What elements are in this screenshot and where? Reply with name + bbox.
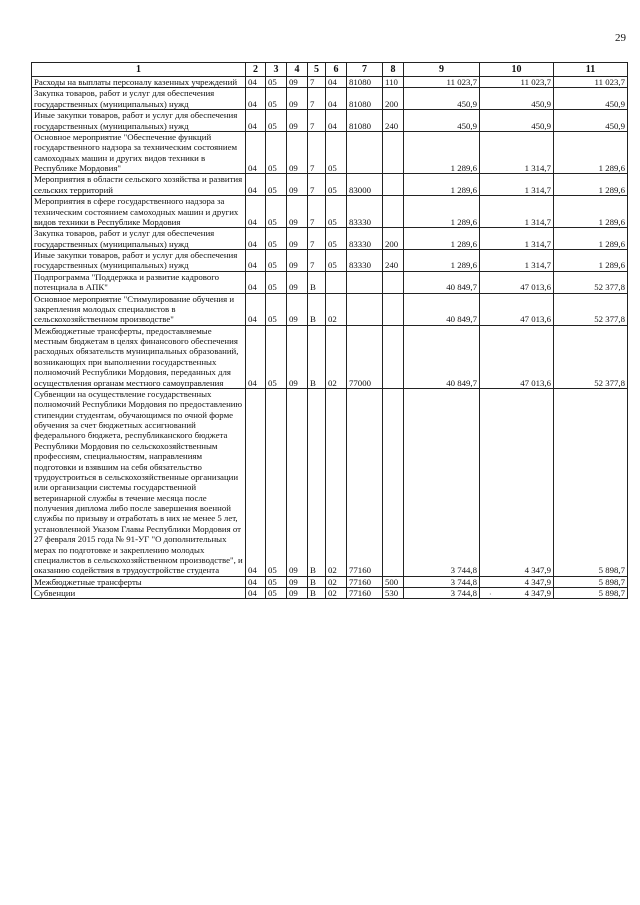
- column-header: 3: [266, 63, 287, 77]
- row-name-cell: Подпрограмма "Поддержка и развитие кадрового потенциала в АПК": [32, 271, 246, 293]
- amount-year-3-cell: 5 898,7: [554, 388, 628, 576]
- amount-year-3-cell: 1 289,6: [554, 250, 628, 272]
- code-expense-type-cell: [383, 293, 404, 325]
- code-program-cell: 09: [287, 576, 308, 587]
- row-name-cell: Основное мероприятие "Стимулирование обучения и закрепления молодых специалистов в сельскохозяйственном производстве": [32, 293, 246, 325]
- code-prz-cell: 05: [266, 576, 287, 587]
- code-expense-type-cell: [383, 131, 404, 174]
- table-row: [32, 588, 628, 599]
- amount-year-2-cell: 47 013,6: [480, 271, 554, 293]
- code-prz-cell: 05: [266, 131, 287, 174]
- amount-year-2-cell: 11 023,7: [480, 77, 554, 88]
- table-row: [32, 131, 628, 174]
- column-header: 4: [287, 63, 308, 77]
- table-row: [32, 250, 628, 272]
- amount-year-1-cell: 1 289,6: [404, 228, 480, 250]
- amount-year-1-cell: 1 289,6: [404, 174, 480, 196]
- header-row: [32, 63, 628, 77]
- amount-year-2-cell: 1 314,7: [480, 131, 554, 174]
- table-row: [32, 110, 628, 132]
- code-direction-cell: [347, 271, 383, 293]
- code-expense-type-cell: 500: [383, 576, 404, 587]
- table-row: [32, 325, 628, 388]
- code-event-cell: 02: [326, 588, 347, 599]
- amount-year-3-cell: 11 023,7: [554, 77, 628, 88]
- row-name-cell: Мероприятия в сфере государственного надзора за техническим состоянием самоходных машин и других видов техники в Республике Мордовия: [32, 196, 246, 228]
- code-program-cell: 09: [287, 271, 308, 293]
- code-expense-type-cell: [383, 196, 404, 228]
- code-rz-cell: 04: [246, 174, 266, 196]
- code-subprogram-cell: 7: [308, 250, 326, 272]
- code-prz-cell: 05: [266, 271, 287, 293]
- code-direction-cell: [347, 131, 383, 174]
- code-direction-cell: 77160: [347, 388, 383, 576]
- code-program-cell: 09: [287, 228, 308, 250]
- code-event-cell: 05: [326, 228, 347, 250]
- code-subprogram-cell: 7: [308, 131, 326, 174]
- column-header: 5: [308, 63, 326, 77]
- column-header: 7: [347, 63, 383, 77]
- code-expense-type-cell: [383, 325, 404, 388]
- code-expense-type-cell: 240: [383, 250, 404, 272]
- code-program-cell: 09: [287, 88, 308, 110]
- code-event-cell: 02: [326, 325, 347, 388]
- code-direction-cell: 83330: [347, 250, 383, 272]
- row-name-cell: Основное мероприятие "Обеспечение функций государственного надзора за техническим состоянием самоходных машин и других видов техники в Республике Мордовия": [32, 131, 246, 174]
- amount-year-1-cell: 1 289,6: [404, 131, 480, 174]
- table-row: [32, 196, 628, 228]
- amount-year-3-cell: 52 377,8: [554, 293, 628, 325]
- amount-year-2-cell: 47 013,6: [480, 293, 554, 325]
- code-subprogram-cell: 7: [308, 196, 326, 228]
- code-program-cell: 09: [287, 110, 308, 132]
- amount-year-3-cell: 5 898,7: [554, 588, 628, 599]
- code-prz-cell: 05: [266, 325, 287, 388]
- page-number: 29: [615, 32, 626, 44]
- column-header: 11: [554, 63, 628, 77]
- code-expense-type-cell: [383, 388, 404, 576]
- code-rz-cell: 04: [246, 131, 266, 174]
- code-prz-cell: 05: [266, 77, 287, 88]
- code-expense-type-cell: 110: [383, 77, 404, 88]
- code-direction-cell: 77160: [347, 588, 383, 599]
- code-prz-cell: 05: [266, 388, 287, 576]
- table-row: [32, 388, 628, 576]
- amount-year-1-cell: 40 849,7: [404, 293, 480, 325]
- code-event-cell: 02: [326, 388, 347, 576]
- code-rz-cell: 04: [246, 250, 266, 272]
- code-rz-cell: 04: [246, 576, 266, 587]
- amount-year-3-cell: 1 289,6: [554, 228, 628, 250]
- code-program-cell: 09: [287, 77, 308, 88]
- scan-speck: ·: [489, 590, 492, 599]
- code-program-cell: 09: [287, 250, 308, 272]
- code-event-cell: 02: [326, 576, 347, 587]
- row-name-cell: Субвенции: [32, 588, 246, 599]
- amount-year-1-cell: 3 744,8: [404, 388, 480, 576]
- amount-year-1-cell: 40 849,7: [404, 271, 480, 293]
- row-name-cell: Субвенции на осуществление государственных полномочий Республики Мордовия по предоставлению стипендии студентам, обучающимся по очной форме обучения за счет бюджетных ассигнований федерального бюджета, республиканского бюджета Республики Мордовия по сельскохозяйственным профессиям, специальностям, направлениям подготовки и взявшим на себя обязательство трудоустроиться в сельскохозяйственные организации или организации системы государственной ветеринарной службы в течение месяца после получения диплома либо после завершения военной службы по призыву и отработать в них не менее 5 лет, установленной Указом Главы Республики Мордовия от 27 февраля 2015 года № 91-УГ "О дополнительных мерах по подготовке и закреплению молодых специалистов в сельскохозяйственном производстве", и оказанию содействия в трудоустройстве студента: [32, 388, 246, 576]
- amount-year-2-cell: 4 347,9: [480, 388, 554, 576]
- code-direction-cell: [347, 293, 383, 325]
- code-rz-cell: 04: [246, 228, 266, 250]
- row-name-cell: Закупка товаров, работ и услуг для обеспечения государственных (муниципальных) нужд: [32, 88, 246, 110]
- table-row: [32, 174, 628, 196]
- code-subprogram-cell: 7: [308, 228, 326, 250]
- code-direction-cell: 83000: [347, 174, 383, 196]
- code-program-cell: 09: [287, 388, 308, 576]
- code-rz-cell: 04: [246, 293, 266, 325]
- code-rz-cell: 04: [246, 588, 266, 599]
- code-event-cell: 05: [326, 174, 347, 196]
- code-prz-cell: 05: [266, 110, 287, 132]
- column-header: 8: [383, 63, 404, 77]
- amount-year-3-cell: 1 289,6: [554, 131, 628, 174]
- table-row: [32, 77, 628, 88]
- amount-year-1-cell: 40 849,7: [404, 325, 480, 388]
- code-direction-cell: 77000: [347, 325, 383, 388]
- table-row: [32, 271, 628, 293]
- code-subprogram-cell: В: [308, 588, 326, 599]
- column-header: 9: [404, 63, 480, 77]
- table-body: [32, 77, 628, 599]
- code-rz-cell: 04: [246, 196, 266, 228]
- row-name-cell: Расходы на выплаты персоналу казенных учреждений: [32, 77, 246, 88]
- code-prz-cell: 05: [266, 250, 287, 272]
- row-name-cell: Межбюджетные трансферты, предоставляемые местным бюджетам в целях финансового обеспечения расходных обязательств муниципальных образований, возникающих при выполнении государственных полномочий Республики Мордовия, переданных для осуществления органам местного самоуправления: [32, 325, 246, 388]
- code-subprogram-cell: 7: [308, 77, 326, 88]
- amount-year-2-cell: 1 314,7: [480, 228, 554, 250]
- code-subprogram-cell: В: [308, 576, 326, 587]
- amount-year-3-cell: 1 289,6: [554, 196, 628, 228]
- column-header: 1: [32, 63, 246, 77]
- code-expense-type-cell: 530: [383, 588, 404, 599]
- code-prz-cell: 05: [266, 174, 287, 196]
- amount-year-2-cell: 1 314,7: [480, 196, 554, 228]
- amount-year-2-cell: 1 314,7: [480, 174, 554, 196]
- code-program-cell: 09: [287, 131, 308, 174]
- amount-year-3-cell: 450,9: [554, 88, 628, 110]
- code-program-cell: 09: [287, 325, 308, 388]
- row-name-cell: Иные закупки товаров, работ и услуг для обеспечения государственных (муниципальных) нужд: [32, 250, 246, 272]
- code-subprogram-cell: В: [308, 271, 326, 293]
- code-rz-cell: 04: [246, 388, 266, 576]
- code-program-cell: 09: [287, 174, 308, 196]
- code-event-cell: [326, 271, 347, 293]
- amount-year-3-cell: 52 377,8: [554, 325, 628, 388]
- code-prz-cell: 05: [266, 588, 287, 599]
- code-rz-cell: 04: [246, 271, 266, 293]
- amount-year-2-cell: 4 347,9: [480, 588, 554, 599]
- table-row: [32, 576, 628, 587]
- code-program-cell: 09: [287, 588, 308, 599]
- amount-year-2-cell: 450,9: [480, 110, 554, 132]
- table-row: [32, 293, 628, 325]
- code-direction-cell: 83330: [347, 228, 383, 250]
- amount-year-1-cell: 3 744,8: [404, 588, 480, 599]
- code-prz-cell: 05: [266, 293, 287, 325]
- code-event-cell: 04: [326, 77, 347, 88]
- code-expense-type-cell: 200: [383, 228, 404, 250]
- code-direction-cell: 81080: [347, 88, 383, 110]
- amount-year-3-cell: 450,9: [554, 110, 628, 132]
- code-rz-cell: 04: [246, 325, 266, 388]
- amount-year-1-cell: 11 023,7: [404, 77, 480, 88]
- code-expense-type-cell: 200: [383, 88, 404, 110]
- code-direction-cell: 81080: [347, 110, 383, 132]
- code-direction-cell: 83330: [347, 196, 383, 228]
- row-name-cell: Межбюджетные трансферты: [32, 576, 246, 587]
- code-direction-cell: 81080: [347, 77, 383, 88]
- code-event-cell: 05: [326, 250, 347, 272]
- code-event-cell: 05: [326, 196, 347, 228]
- amount-year-1-cell: 450,9: [404, 88, 480, 110]
- code-event-cell: 04: [326, 88, 347, 110]
- amount-year-1-cell: 1 289,6: [404, 250, 480, 272]
- code-rz-cell: 04: [246, 77, 266, 88]
- amount-year-2-cell: 4 347,9: [480, 576, 554, 587]
- amount-year-2-cell: 450,9: [480, 88, 554, 110]
- code-program-cell: 09: [287, 293, 308, 325]
- code-subprogram-cell: 7: [308, 110, 326, 132]
- column-header: 6: [326, 63, 347, 77]
- table-row: [32, 228, 628, 250]
- budget-table: [31, 62, 628, 599]
- column-header: 10: [480, 63, 554, 77]
- amount-year-2-cell: 1 314,7: [480, 250, 554, 272]
- row-name-cell: Мероприятия в области сельского хозяйства и развития сельских территорий: [32, 174, 246, 196]
- amount-year-3-cell: 1 289,6: [554, 174, 628, 196]
- amount-year-1-cell: 3 744,8: [404, 576, 480, 587]
- code-prz-cell: 05: [266, 228, 287, 250]
- row-name-cell: Иные закупки товаров, работ и услуг для обеспечения государственных (муниципальных) нужд: [32, 110, 246, 132]
- amount-year-3-cell: 5 898,7: [554, 576, 628, 587]
- column-header: 2: [246, 63, 266, 77]
- code-rz-cell: 04: [246, 88, 266, 110]
- code-expense-type-cell: [383, 174, 404, 196]
- code-subprogram-cell: 7: [308, 174, 326, 196]
- amount-year-1-cell: 1 289,6: [404, 196, 480, 228]
- code-direction-cell: 77160: [347, 576, 383, 587]
- code-expense-type-cell: [383, 271, 404, 293]
- amount-year-1-cell: 450,9: [404, 110, 480, 132]
- code-event-cell: 02: [326, 293, 347, 325]
- code-subprogram-cell: 7: [308, 88, 326, 110]
- code-event-cell: 04: [326, 110, 347, 132]
- amount-year-2-cell: 47 013,6: [480, 325, 554, 388]
- code-rz-cell: 04: [246, 110, 266, 132]
- code-prz-cell: 05: [266, 196, 287, 228]
- code-subprogram-cell: В: [308, 293, 326, 325]
- amount-year-3-cell: 52 377,8: [554, 271, 628, 293]
- table-row: [32, 88, 628, 110]
- code-subprogram-cell: В: [308, 388, 326, 576]
- row-name-cell: Закупка товаров, работ и услуг для обеспечения государственных (муниципальных) нужд: [32, 228, 246, 250]
- code-expense-type-cell: 240: [383, 110, 404, 132]
- code-subprogram-cell: В: [308, 325, 326, 388]
- code-event-cell: 05: [326, 131, 347, 174]
- code-prz-cell: 05: [266, 88, 287, 110]
- code-program-cell: 09: [287, 196, 308, 228]
